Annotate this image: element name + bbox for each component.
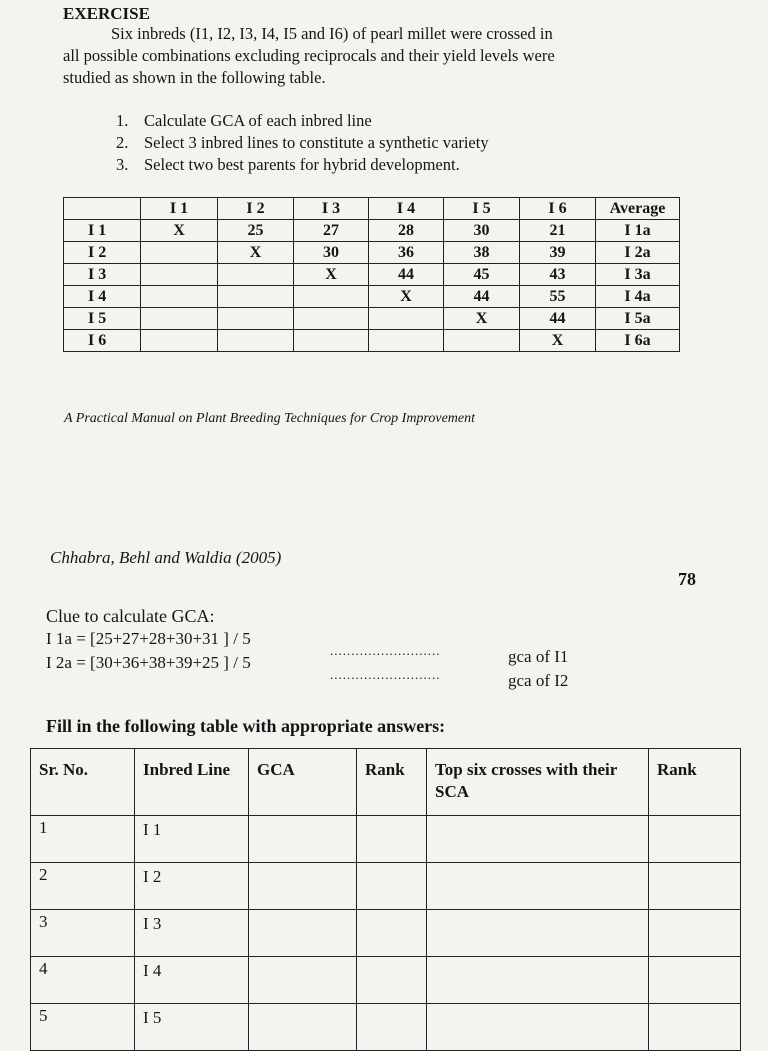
table-cell: 44 [444,286,520,308]
table-cell: X [520,330,596,352]
sr-no-cell: 4 [31,957,135,1004]
sr-no-cell: 2 [31,863,135,910]
row-label: I 4 [64,286,141,308]
table-cell [141,330,218,352]
table-cell [369,330,444,352]
question-list [116,110,489,176]
table-cell: 25 [218,220,294,242]
header-cell: I 4 [369,198,444,220]
table-cell: 28 [369,220,444,242]
rank-answer-cell[interactable] [649,1004,741,1051]
row-label: I 3 [64,264,141,286]
exercise-paragraph [63,23,703,89]
rank-answer-cell[interactable] [649,816,741,863]
gca-answer-cell[interactable] [249,816,357,863]
table-cell: X [444,308,520,330]
gca-result-label: gca of I2 [508,671,569,690]
table-row [31,957,741,1004]
header-cell: I 6 [520,198,596,220]
table-cell: 45 [444,264,520,286]
table-cell: I 3a [596,264,680,286]
table-cell: I 6a [596,330,680,352]
header-cell: I 3 [294,198,369,220]
table-cell [294,308,369,330]
gca-answer-cell[interactable] [249,863,357,910]
table-cell [369,308,444,330]
rank-answer-cell[interactable] [649,910,741,957]
sr-no-cell: 1 [31,816,135,863]
paragraph-line: all possible combinations excluding reciprocals and their yield levels were [63,46,555,65]
table-cell: I 1a [596,220,680,242]
table-cell: 43 [520,264,596,286]
table-cell: 55 [520,286,596,308]
header-cell [64,198,141,220]
table-cell [218,308,294,330]
inbred-line-cell: I 4 [135,957,249,1004]
book-title-footer: A Practical Manual on Plant Breeding Techniques for Crop Improvement [64,411,476,426]
sca-answer-cell[interactable] [427,816,649,863]
paragraph-line: studied as shown in the following table. [63,68,326,87]
sca-answer-cell[interactable] [427,1004,649,1051]
table-cell [218,264,294,286]
table-cell: 30 [294,242,369,264]
table-cell: 21 [520,220,596,242]
paragraph-line: Six inbreds (I1, I2, I3, I4, I5 and I6) of pearl millet were crossed in [111,24,553,43]
table-cell [141,286,218,308]
table-cell: I 5a [596,308,680,330]
question-item: 1. Calculate GCA of each inbred line [116,111,372,130]
table-cell [218,330,294,352]
header-cell: I 2 [218,198,294,220]
formula-line: I 1a = [25+27+28+30+31 ] / 5 [46,629,251,648]
header-cell: Inbred Line [135,749,249,816]
inbred-line-cell: I 2 [135,863,249,910]
sr-no-cell: 3 [31,910,135,957]
sca-answer-cell[interactable] [427,863,649,910]
table-cell: 36 [369,242,444,264]
answer-dots: .......................... [330,667,441,682]
gca-answer-cell[interactable] [249,957,357,1004]
authors-credit: Chhabra, Behl and Waldia (2005) [50,548,282,567]
header-cell: Average [596,198,680,220]
table-row [31,1004,741,1051]
table-cell [294,330,369,352]
table-cell: X [369,286,444,308]
row-label: I 5 [64,308,141,330]
table-cell: X [294,264,369,286]
header-cell: I 5 [444,198,520,220]
sca-answer-cell[interactable] [427,957,649,1004]
table-row [31,863,741,910]
row-label: I 2 [64,242,141,264]
rank-answer-cell[interactable] [357,863,427,910]
rank-answer-cell[interactable] [357,816,427,863]
header-cell: GCA [249,749,357,816]
table-row [64,308,680,330]
fill-instruction: Fill in the following table with appropriate answers: [46,716,446,736]
header-cell: Rank [649,749,741,816]
table-cell: 39 [520,242,596,264]
answer-table-header [31,749,741,816]
answer-table [30,748,741,1051]
question-item: 2. Select 3 inbred lines to constitute a synthetic variety [116,133,489,152]
gca-answer-cell[interactable] [249,1004,357,1051]
table-cell: I 2a [596,242,680,264]
exercise-heading: EXERCISE [63,4,150,23]
table-row [64,242,680,264]
table-cell: 38 [444,242,520,264]
header-cell: I 1 [141,198,218,220]
table-row [31,910,741,957]
table-cell: 27 [294,220,369,242]
table-cell [141,264,218,286]
table-row [31,816,741,863]
inbred-line-cell: I 3 [135,910,249,957]
table-row [64,220,680,242]
header-cell: Top six crosses with their SCA [427,749,649,816]
page-number: 78 [678,569,696,589]
header-cell: Sr. No. [31,749,135,816]
question-item: 3. Select two best parents for hybrid development. [116,155,460,174]
table-cell: 44 [520,308,596,330]
table-row [64,330,680,352]
table-cell [141,242,218,264]
gca-result-label: gca of I1 [508,647,569,666]
table-cell [444,330,520,352]
yield-table [63,197,680,352]
rank-answer-cell[interactable] [357,910,427,957]
table-cell [294,286,369,308]
table-cell: 30 [444,220,520,242]
row-label: I 6 [64,330,141,352]
table-cell: X [141,220,218,242]
table-row [64,264,680,286]
table-cell: 44 [369,264,444,286]
sca-answer-cell[interactable] [427,910,649,957]
row-label: I 1 [64,220,141,242]
yield-table-header [64,198,680,220]
sr-no-cell: 5 [31,1004,135,1051]
table-row [64,286,680,308]
rank-answer-cell[interactable] [649,957,741,1004]
inbred-line-cell: I 5 [135,1004,249,1051]
rank-answer-cell[interactable] [649,863,741,910]
table-cell: X [218,242,294,264]
rank-answer-cell[interactable] [357,957,427,1004]
table-cell [141,308,218,330]
table-cell [218,286,294,308]
table-cell: I 4a [596,286,680,308]
formula-line: I 2a = [30+36+38+39+25 ] / 5 [46,653,251,672]
inbred-line-cell: I 1 [135,816,249,863]
clue-title: Clue to calculate GCA: [46,606,215,626]
rank-answer-cell[interactable] [357,1004,427,1051]
gca-answer-cell[interactable] [249,910,357,957]
header-cell: Rank [357,749,427,816]
answer-dots: .......................... [330,643,441,658]
